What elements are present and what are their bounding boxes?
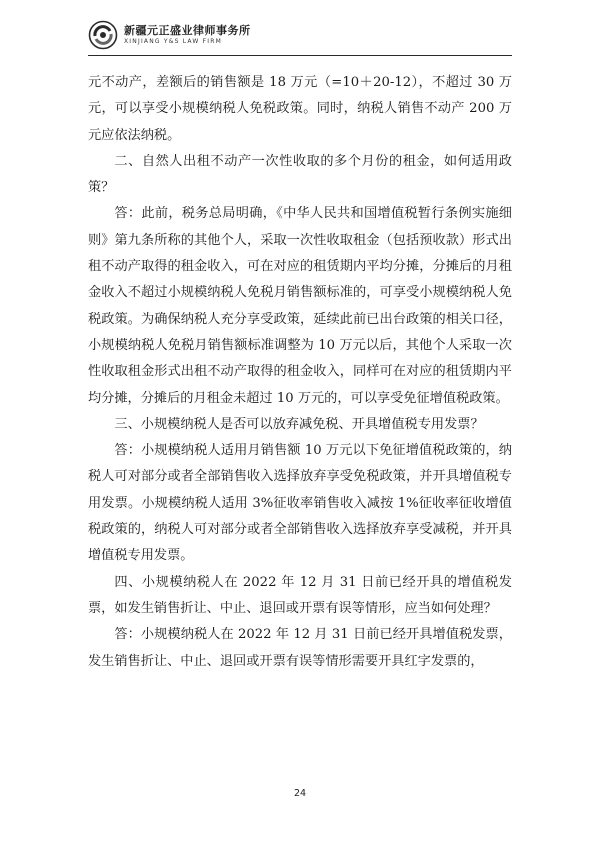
document-body xyxy=(88,70,512,675)
paragraph-continuation: 元不动产，差额后的销售额是 18 万元（=10＋20-12），不超过 30 万元，可以享受小规模纳税人免税政策。同时，纳税人销售不动产 200 万元应依法纳税。 xyxy=(88,75,512,143)
question-3-heading: 三、小规模纳税人是否可以放弃减免税、开具增值税专用发票？ xyxy=(114,416,484,432)
answer-2-paragraph: 答：此前，税务总局明确，《中华人民共和国增值税暂行条例实施细则》第九条所称的其他个人，采取一次性收取租金（包括预收款）形式出租不动产取得的租金收入，可在对应的租赁期内平均分摊，分摊后的月租金收入不超过小规模纳税人免税月销售额标准的，可享受小规模纳税人免税政策。为确保纳税人充分享受政策，延续此前已出台政策的相关口径，小规模纳税人免税月销售额标准调整为 10 万元以后，其他个人采取一次性收取租金形式出租不动产取得的租金收入，同样可在对应的租赁期内平均分摊，分摊后的月租金未超过 10 万元的，可以享受免征增值税政策。 xyxy=(88,206,512,406)
question-2-heading: 二、自然人出租不动产一次性收取的多个月份的租金，如何适用政策？ xyxy=(88,153,512,196)
page-number: 24 xyxy=(293,788,307,799)
law-firm-logo-icon xyxy=(88,20,118,50)
answer-4-paragraph: 答：小规模纳税人在 2022 年 12 月 31 日前已经开具增值税发票，发生销售折让、中止、退回或开票有误等情形需要开具红字发票的， xyxy=(88,627,512,669)
question-4-heading: 四、小规模纳税人在 2022 年 12 月 31 日前已经开具的增值税发票，如发生销售折让、中止、退回或开票有误等情形，应当如何处理？ xyxy=(88,574,512,616)
page-header xyxy=(88,18,528,52)
firm-name-en: XINJIANG Y&S LAW FIRM xyxy=(124,38,222,45)
firm-name-cn: 新疆元正盛业律师事务所 xyxy=(124,24,251,37)
answer-3-paragraph: 答：小规模纳税人适用月销售额 10 万元以下免征增值税政策的，纳税人可对部分或者全部销售收入选择放弃享受免税政策，并开具增值税专用发票。小规模纳税人适用 3%征收率销售收入减按 1%征收率征收增值税政策的，纳税人可对部分或者全部销售收入选择放弃享受减税，并开具增值税专用发票。 xyxy=(88,443,512,564)
header-divider xyxy=(88,55,512,56)
